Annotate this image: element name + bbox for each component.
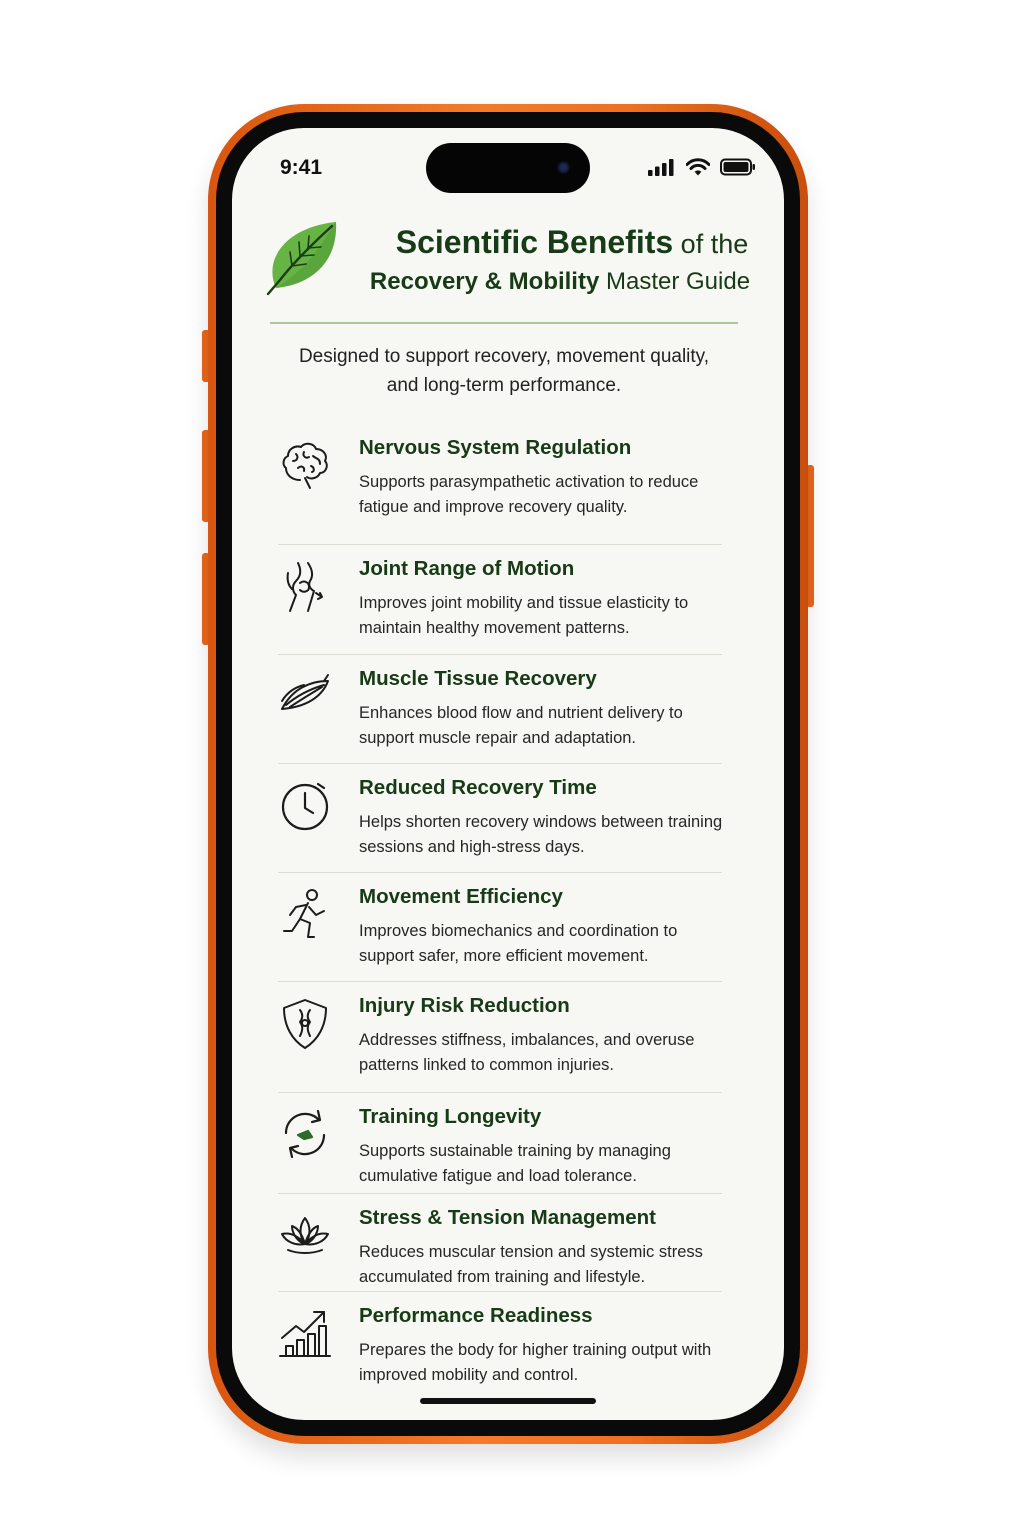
title-emphasis: Scientific Benefits: [395, 224, 674, 260]
benefit-description: Improves biomechanics and coordination to support safer, more efficient movement.: [359, 922, 678, 965]
home-indicator[interactable]: [420, 1398, 596, 1404]
brain-icon: [278, 438, 332, 492]
benefit-title: Injury Risk Reduction: [359, 994, 570, 1017]
phone-bezel: [216, 112, 800, 1436]
wifi-icon: [686, 158, 710, 176]
benefit-title: Training Longevity: [359, 1105, 542, 1128]
benefit-description: Enhances blood flow and nutrient delivery to support muscle repair and adaptation.: [359, 704, 683, 747]
knee-joint-icon: [278, 559, 332, 613]
benefit-description: Supports parasympathetic activation to reduce fatigue and improve recovery quality.: [359, 473, 699, 516]
benefit-item: [278, 764, 722, 873]
clock-icon: [278, 778, 332, 832]
running-person-icon: [278, 887, 332, 941]
lotus-icon: [278, 1208, 332, 1262]
benefit-description: Prepares the body for higher training output with improved mobility and control.: [359, 1341, 712, 1384]
benefit-description: Supports sustainable training by managing cumulative fatigue and load tolerance.: [359, 1142, 671, 1185]
header-divider: [270, 322, 738, 324]
title-connector: of the: [673, 229, 749, 259]
status-time: 9:41: [280, 156, 323, 179]
subtitle-suffix: Master Guide: [599, 268, 751, 295]
benefit-description: Improves joint mobility and tissue elasticity to maintain healthy movement patterns.: [359, 594, 689, 637]
page-subtitle: [290, 268, 784, 296]
page-title: [302, 224, 784, 261]
phone-frame: [208, 104, 808, 1444]
benefit-item: [278, 1292, 722, 1398]
benefit-item: [278, 424, 722, 545]
subtitle-emphasis: Recovery & Mobility: [369, 268, 600, 295]
benefit-item: [278, 1093, 722, 1194]
dynamic-island: [426, 143, 590, 193]
benefit-title: Stress & Tension Management: [359, 1206, 656, 1229]
benefits-list: [278, 424, 722, 1398]
intro-text: Designed to support recovery, movement quality, and long-term performance.: [298, 346, 710, 396]
camera-icon: [557, 161, 570, 174]
benefit-description: Addresses stiffness, imbalances, and overuse patterns linked to common injuries.: [359, 1031, 695, 1074]
benefit-item: [278, 982, 722, 1093]
benefit-description: Helps shorten recovery windows between training sessions and high-stress days.: [359, 813, 723, 856]
benefit-item: [278, 655, 722, 764]
shield-joint-icon: [278, 996, 332, 1050]
benefit-title: Muscle Tissue Recovery: [359, 667, 597, 690]
benefit-title: Joint Range of Motion: [359, 557, 575, 580]
status-icons: [648, 158, 756, 176]
benefit-title: Movement Efficiency: [359, 885, 563, 908]
cycle-arrows-icon: [278, 1107, 332, 1161]
benefit-item: [278, 873, 722, 982]
growth-chart-icon: [278, 1306, 332, 1360]
benefit-item: [278, 545, 722, 655]
benefit-description: Reduces muscular tension and systemic stress accumulated from training and lifestyle.: [359, 1243, 703, 1286]
benefit-item: [278, 1194, 722, 1292]
muscle-fiber-icon: [278, 669, 332, 723]
cellular-signal-icon: [648, 158, 676, 176]
battery-icon: [720, 158, 756, 176]
phone-screen: [232, 128, 784, 1420]
benefit-title: Performance Readiness: [359, 1304, 593, 1327]
benefit-title: Nervous System Regulation: [359, 436, 632, 459]
benefit-title: Reduced Recovery Time: [359, 776, 597, 799]
